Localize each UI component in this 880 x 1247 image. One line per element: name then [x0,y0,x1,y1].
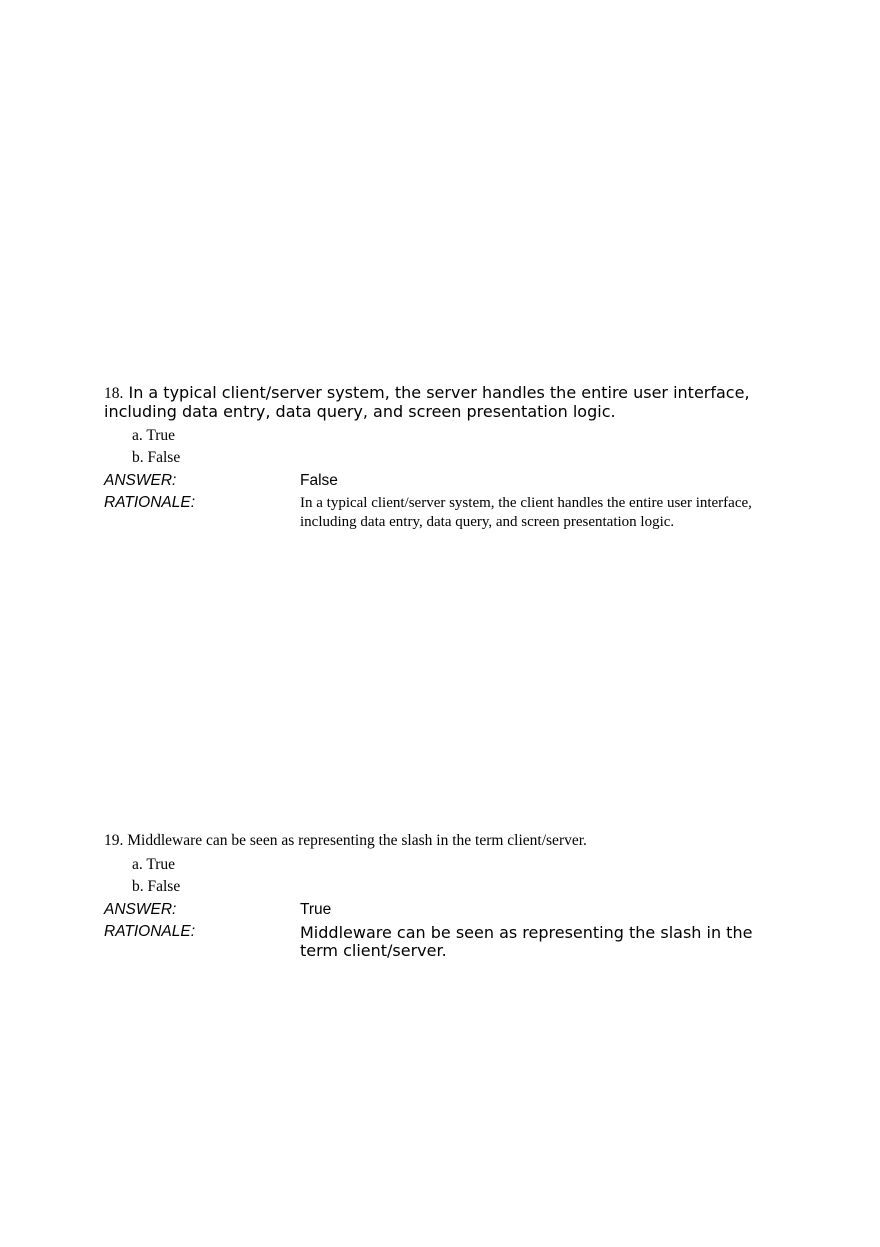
option-true: a. True [132,856,176,873]
question-text [104,832,764,850]
question-number: 19. [104,832,124,849]
question-number: 18. [104,385,124,402]
question-text [104,384,764,421]
rationale-row [104,922,764,960]
question-stem: In a typical client/server system, the server handles the entire user interface, including data entry, data query, and screen presentation logic. [104,383,750,421]
rationale-text: Middleware can be seen as representing the slash in the term client/server. [300,923,753,960]
answer-options [132,854,764,898]
option-false: b. False [132,449,181,466]
rationale-label: RATIONALE: [104,494,196,511]
answer-label: ANSWER: [104,472,177,489]
question-19 [104,832,764,960]
answer-options [132,425,764,469]
option-false: b. False [132,878,181,895]
rationale-text: In a typical client/server system, the client handles the entire user interface, including data entry, data query, and screen presentation logic. [300,495,752,530]
answer-value: False [300,472,338,489]
option-true: a. True [132,427,176,444]
rationale-row [104,493,764,532]
answer-row [104,900,764,920]
answer-value: True [300,901,332,918]
answer-row [104,471,764,491]
question-stem: Middleware can be seen as representing the slash in the term client/server. [127,832,587,849]
question-18 [104,384,764,532]
rationale-label: RATIONALE: [104,923,196,940]
answer-label: ANSWER: [104,901,177,918]
